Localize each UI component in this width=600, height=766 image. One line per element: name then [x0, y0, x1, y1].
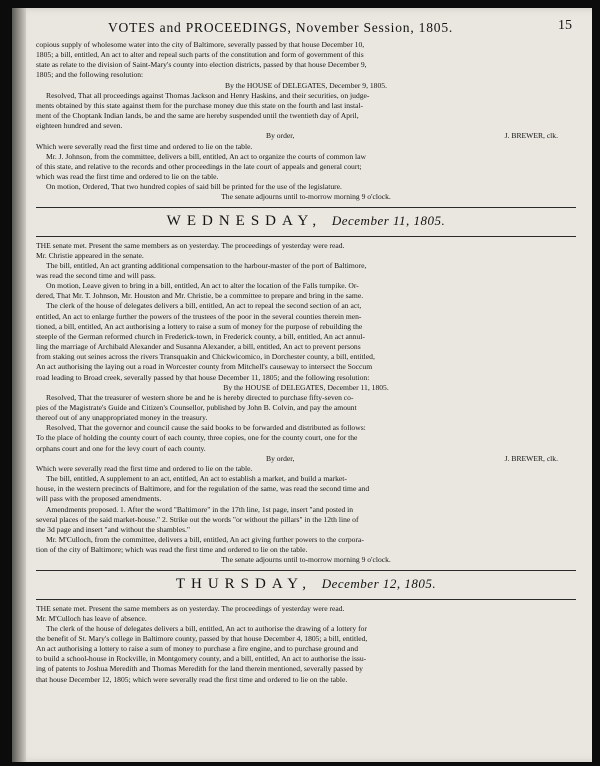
- top-section: [36, 40, 576, 203]
- text-line: 1805; and the following resolution:: [36, 70, 144, 80]
- text-line: orphans court and one for the levy court of each county.: [36, 443, 206, 453]
- running-header: [36, 18, 576, 40]
- by-order: By order,: [266, 453, 295, 463]
- text-line: Amendments proposed. 1. After the word "Baltimore" in the 17th line, 1st page, insert "and posted in: [46, 504, 354, 514]
- adjournment-line: The senate adjourns until to-morrow morning 9 o'clock.: [221, 555, 391, 565]
- text-line: the 3d page and insert "and without the shambles.": [36, 524, 191, 534]
- text-line: entitled, An act to enlarge further the powers of the trustees of the poor in the several counties therein men-: [36, 311, 362, 321]
- text-line: On motion, Ordered, That two hundred copies of said bill be printed for the use of the legislature.: [46, 182, 342, 192]
- text-line: copious supply of wholesome water into the city of Baltimore, severally passed by that house December 10,: [36, 40, 365, 49]
- page-fold-shadow: [12, 8, 26, 762]
- day-date: December 11, 1805.: [331, 212, 446, 228]
- text-line: ment of the Choptank Indian lands, be and the same are hereby suspended until the twentieth day of April,: [36, 111, 359, 121]
- day-name: THURSDAY,: [175, 575, 312, 592]
- text-line: The clerk of the house of delegates delivers a bill, entitled, An act to authorise the drawing of a lottery for: [46, 623, 367, 633]
- clerk-signature: J. BREWER, clk.: [504, 131, 558, 141]
- text-line: ing of patents to Joshua Meredith and Thomas Meredith for the land therein mentioned, severally passed by: [36, 664, 363, 674]
- text-line: road leading to Broad creek, severally passed by that house December 11, 1805; and the following resolution:: [36, 372, 370, 382]
- text-line: from staking out seines across the rivers Transquakin and Chickwicomico, in Dorchester county, a bill, entitled,: [36, 352, 375, 362]
- document-page: [12, 8, 592, 762]
- text-line: state as relate to the division of Saint-Mary's county into election districts, passed by that house December 9,: [36, 60, 367, 70]
- text-line: dered, That Mr. T. Johnson, Mr. Houston and Mr. Christie, be a committee to prepare and bring in the same.: [36, 291, 364, 301]
- text-line: Which were severally read the first time and ordered to lie on the table.: [36, 141, 253, 151]
- text-line: An act authorising a lottery to raise a sum of money to purchase a fire engine, and to purchase ground and: [36, 644, 359, 654]
- text-line: THE senate met. Present the same members as on yesterday. The proceedings of yesterday were read.: [36, 603, 345, 613]
- text-line: On motion, Leave given to bring in a bill, entitled, An act to alter the location of the Falls turnpike. Or-: [46, 281, 359, 291]
- text-line: pies of the Magistrate's Guide and Citizen's Counsellor, published by John B. Colvin, and pay the amount: [36, 403, 357, 412]
- text-line: will pass with the proposed amendments.: [36, 494, 162, 504]
- signature-block: [36, 454, 576, 464]
- text-line: Resolved, That the governor and council cause the said books to be forwarded and distributed as follows:: [46, 423, 366, 433]
- text-line: Resolved, That all proceedings against Thomas Jackson and Henry Haskins, and their securities, on judge-: [46, 90, 370, 100]
- text-line: Which were severally read the first time and ordered to lie on the table.: [36, 463, 253, 473]
- page-content: [36, 18, 576, 685]
- text-line: To the place of holding the county court of each county, three copies, one for the county court, one for the: [36, 433, 358, 443]
- text-line: The bill, entitled, A supplement to an act, entitled, An act to establish a market, and build a market-: [46, 474, 347, 484]
- text-line: ments obtained by this state against them for the purchase money due this state on the fourth and last instal-: [36, 100, 364, 110]
- text-line: the benefit of St. Mary's college in Baltimore county, passed by that house December 4, 1805; a bill, entitled,: [36, 633, 368, 643]
- text-line: The bill, entitled, An act granting additional compensation to the harbour-master of the port of Baltimore,: [46, 260, 367, 270]
- text-line: Mr. M'Culloch has leave of absence.: [36, 613, 147, 623]
- text-line: The clerk of the house of delegates delivers a bill, entitled, An act to repeal the second section of an act,: [46, 301, 362, 311]
- day-heading-wednesday: [36, 213, 576, 230]
- resolution-heading: By the HOUSE of DELEGATES, December 9, 1805.: [225, 80, 387, 90]
- text-line: thereof out of any unappropriated money in the treasury.: [36, 413, 208, 423]
- resolution-heading: By the HOUSE of DELEGATES, December 11, 1805.: [223, 382, 389, 392]
- signature-block: [36, 131, 576, 141]
- section-divider: [36, 236, 576, 237]
- day-name: WEDNESDAY,: [166, 212, 323, 229]
- adjournment-line: The senate adjourns until to-morrow morning 9 o'clock.: [221, 192, 391, 202]
- day-heading-thursday: [36, 576, 576, 593]
- by-order: By order,: [266, 131, 295, 141]
- text-line: Resolved, That the treasurer of western shore be and he is hereby directed to purchase fifty-seven co-: [46, 392, 354, 402]
- page-number: 15: [558, 18, 572, 33]
- clerk-signature: J. BREWER, clk.: [504, 453, 558, 463]
- text-line: An act authorising the laying out a road in Worcester county from Mitchell's causeway to intersect the Soccum: [36, 362, 373, 372]
- text-line: eighteen hundred and seven.: [36, 121, 123, 131]
- text-line: THE senate met. Present the same members as on yesterday. The proceedings of yesterday were read.: [36, 240, 345, 250]
- text-line: was read the second time and will pass.: [36, 270, 156, 280]
- text-line: 1805; a bill, entitled, An act to alter and repeal such parts of the constitution and form of government of this: [36, 50, 364, 60]
- day-date: December 12, 1805.: [321, 575, 437, 591]
- text-line: tioned, a bill, entitled, An act authorising a lottery to raise a sum of money for the purpose of rebuilding the: [36, 321, 363, 331]
- text-line: steeple of the German reformed church in Frederick-town, in Frederick county, a bill, entitled, An act annul-: [36, 331, 365, 341]
- text-line: to build a school-house in Rockville, in Montgomery county, and a bill, entitled, An act to authorise the issu-: [36, 654, 367, 664]
- text-line: Mr. M'Culloch, from the committee, delivers a bill, entitled, An act giving further powers to the corpora-: [46, 535, 364, 545]
- header-title: VOTES and PROCEEDINGS, November Session, 1805.: [108, 20, 454, 35]
- text-line: house, in the western precincts of Baltimore, and for the regulation of the same, was read the second time and: [36, 484, 370, 494]
- text-line: Mr. J. Johnson, from the committee, delivers a bill, entitled, An act to organize the courts of common law: [46, 151, 366, 161]
- section-divider: [36, 570, 576, 571]
- text-line: tion of the city of Baltimore; which was read the first time and ordered to lie on the table.: [36, 545, 308, 555]
- section-divider: [36, 207, 576, 208]
- text-line: that house December 12, 1805; which were severally read the first time and ordered to lie on the table.: [36, 674, 348, 684]
- text-line: of this state, and relative to the records and other proceedings in the late court of appeals and general court;: [36, 161, 362, 171]
- wednesday-section: [36, 241, 576, 566]
- text-line: several places of the said market-house." 2. Strike out the words "or without the pillars" in the 12th line of: [36, 514, 359, 524]
- section-divider: [36, 599, 576, 600]
- text-line: which was read the first time and ordered to lie on the table.: [36, 172, 219, 182]
- thursday-section: [36, 604, 576, 685]
- text-line: Mr. Christie appeared in the senate.: [36, 250, 144, 260]
- text-line: ling the marriage of Archibald Alexander and Susanna Alexander, a bill, entitled, An act to prevent persons: [36, 342, 361, 352]
